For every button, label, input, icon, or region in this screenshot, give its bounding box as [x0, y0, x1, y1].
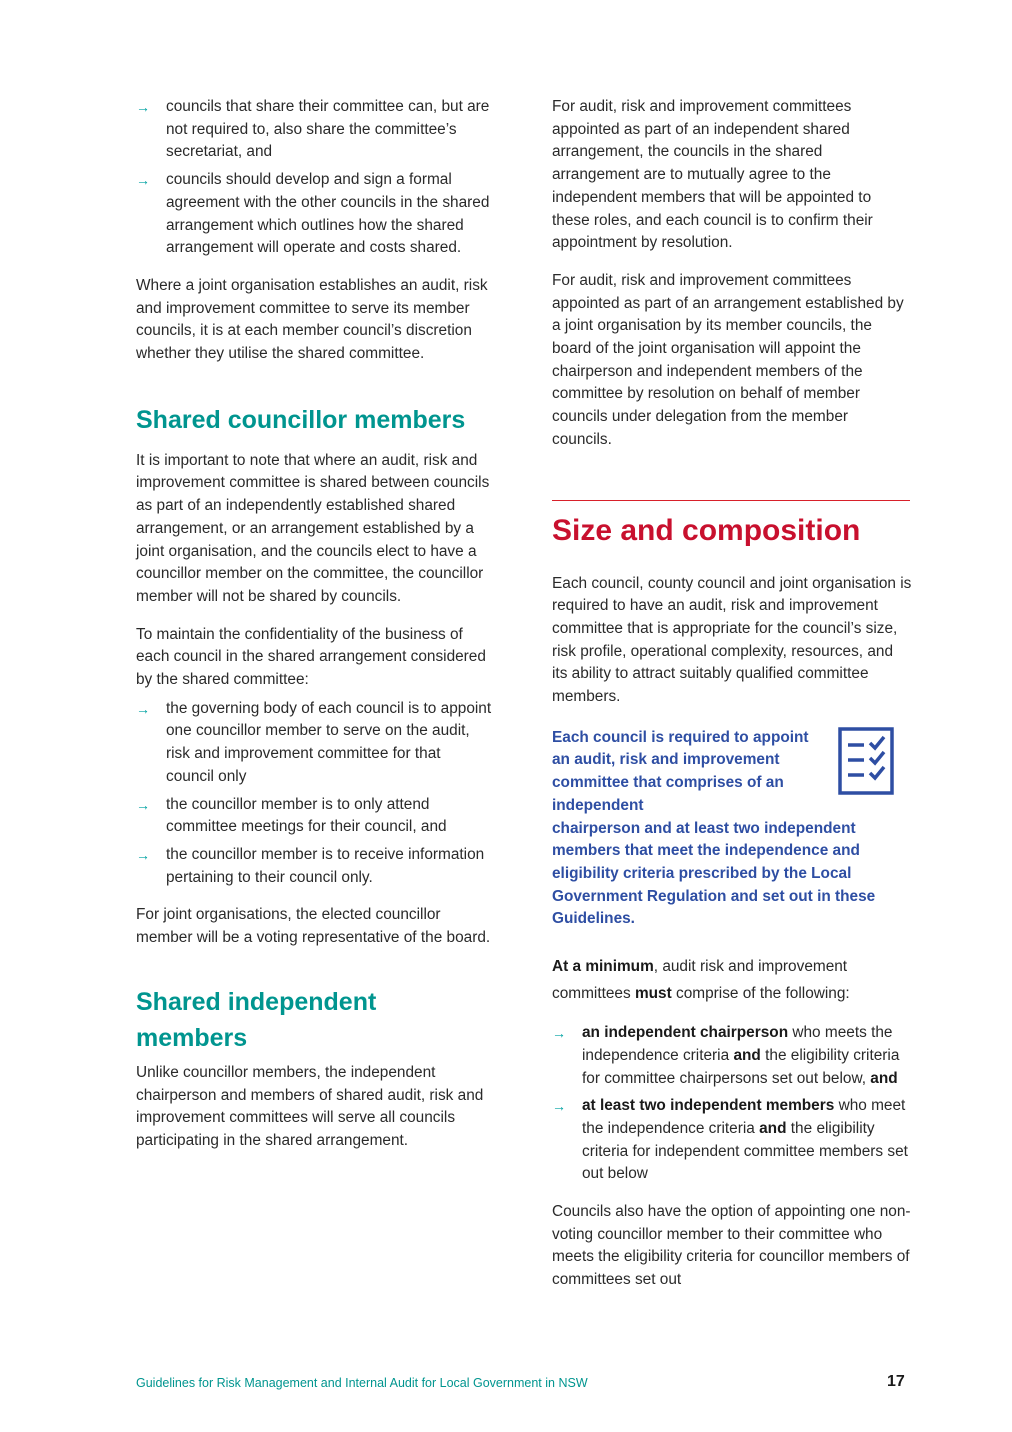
- arrow-right-icon: →: [552, 1098, 566, 1115]
- unlike-councillor-paragraph: Unlike councillor members, the independent chairperson and members of shared audit, risk and improvement committees will serve all councils participating in the shared arrangement.: [136, 1063, 484, 1149]
- section-divider: [552, 500, 910, 501]
- minimum-paragraph: At a minimum, audit risk and improvement committees must comprise of the following:: [552, 958, 850, 1003]
- arrow-right-icon: →: [136, 172, 150, 189]
- important-note-paragraph: It is important to note that where an audit, risk and improvement committee is shared between councils as part of an independently established shared arrangement, or an arrangement established by a joint organisation, and the councils elect to have a councillor member on the committee, the councillor member will not be shared by councils.: [136, 451, 490, 605]
- joint-organisation-paragraph: Where a joint organisation establishes an audit, risk and improvement committee to serve its member councils, it is at each member council’s discretion whether they utilise the shared committee.: [136, 276, 488, 363]
- right-column: [552, 96, 912, 1307]
- callout-text-part1: Each council is required to appoint an audit, risk and improvement committee that comprises of an independent: [552, 728, 809, 814]
- confidentiality-paragraph: To maintain the confidentiality of the business of each council in the shared arrangement considered by the shared committee:: [136, 625, 486, 689]
- confidentiality-list: [136, 698, 492, 890]
- arrow-right-icon: →: [136, 700, 150, 717]
- heading-shared-independent-members: Shared independent members: [136, 987, 377, 1052]
- list-item: → the governing body of each council is to appoint one councillor member to serve on the audit, risk and improvement committee for that council only: [136, 699, 492, 785]
- heading-shared-councillor-members: Shared councillor members: [136, 405, 466, 434]
- arrow-right-icon: →: [136, 796, 150, 813]
- list-item: → at least two independent members who meet the independence criteria and the eligibility criteria for independent committee members set out below: [552, 1097, 908, 1183]
- each-council-paragraph: Each council, county council and joint organisation is required to have an audit, risk and improvement committee that is appropriate for the council’s size, risk profile, operational complexity, resources, and its ability to attract suitably qualified committee members.: [552, 574, 912, 706]
- left-column: [136, 96, 492, 1168]
- councillor-option-paragraph: Councils also have the option of appointing one non-voting councillor member to their committee who meets the eligibility criteria for councillor members of committees set out: [552, 1203, 911, 1289]
- checklist-icon: [838, 727, 894, 795]
- callout-text-part2: chairperson and at least two independent members that meet the independence and eligibility criteria prescribed by the Local Government Regulation and set out in these Guidelines.: [552, 819, 876, 928]
- list-item: → an independent chairperson who meets the independence criteria and the eligibility criteria for committee chairpersons set out below, and: [552, 1024, 900, 1087]
- list-item: → the councillor member is to receive information pertaining to their council only.: [136, 845, 485, 886]
- independent-arrangement-paragraph: For audit, risk and improvement committees appointed as part of an independent shared arrangement, the councils in the shared arrangement are to mutually agree to the independent members that will be appointed to these roles, and each council is to confirm their appointment by resolution.: [552, 98, 873, 252]
- arrow-right-icon: →: [552, 1025, 566, 1042]
- arrow-right-icon: →: [136, 846, 150, 863]
- list-item: → councils should develop and sign a formal agreement with the other councils in the shared arrangement which outlines how the shared arrangement will operate and costs shared.: [136, 171, 490, 257]
- shared-committee-list: [136, 96, 492, 260]
- heading-size-and-composition: Size and composition: [552, 513, 861, 547]
- list-item: → the councillor member is to only attend committee meetings for their council, and: [136, 795, 447, 836]
- footer-document-title: Guidelines for Risk Management and Internal Audit for Local Government in NSW: [136, 1376, 588, 1390]
- requirement-callout: [552, 727, 912, 931]
- joint-arrangement-paragraph: For audit, risk and improvement committees appointed as part of an arrangement established by a joint organisation by its member councils, the board of the joint organisation will appoint the chairperson and independent members of the committee by resolution on behalf of member councils under delegation from the member councils.: [552, 271, 904, 448]
- composition-list: [552, 1022, 912, 1186]
- arrow-right-icon: →: [136, 99, 150, 115]
- joint-organisations-paragraph: For joint organisations, the elected councillor member will be a voting representative of the board.: [136, 906, 491, 947]
- page-number: 17: [887, 1373, 905, 1390]
- list-item: → councils that share their committee can, but are not required to, also share the committee’s secretariat, and: [136, 98, 490, 161]
